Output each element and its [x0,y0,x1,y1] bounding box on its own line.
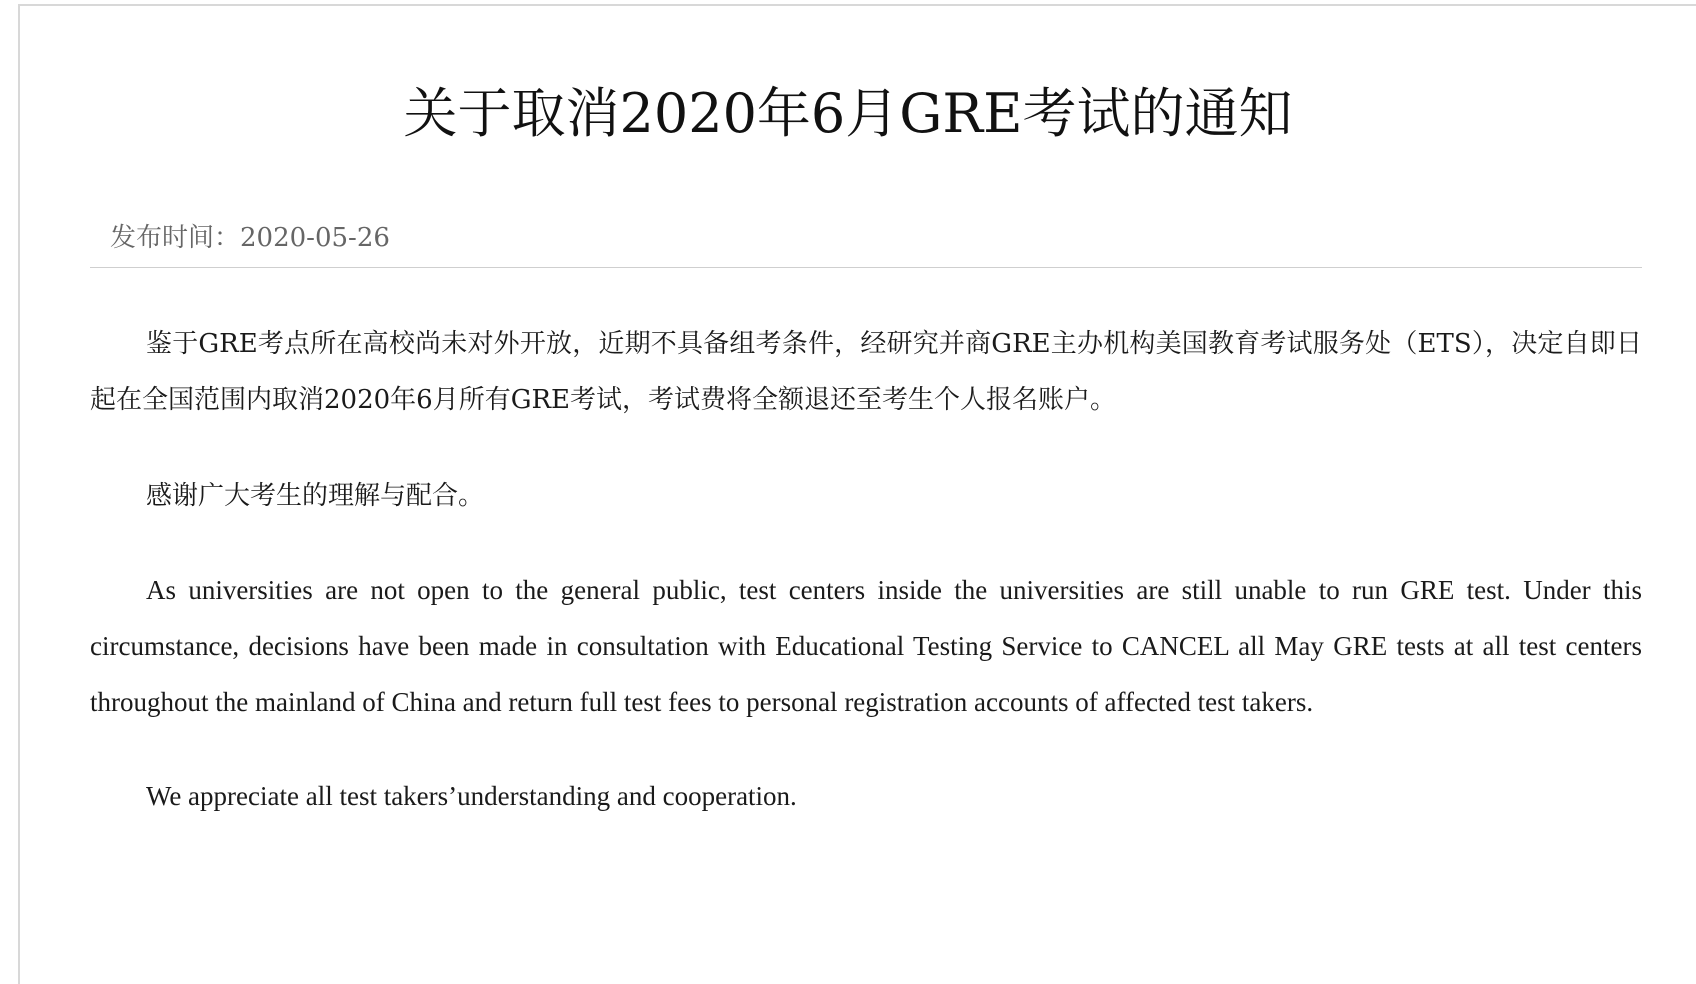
publish-info-text [110,222,390,254]
publish-label: 发布时间： [110,223,241,253]
paragraph-en-main: As universities are not open to the general public, test centers inside the universities are still unable to run GRE test. Under this circumstance, decisions have been made in consultation with Educational Testing Service to CANCEL all May GRE tests at all test centers throughout the mainland of China and return full test fees to personal registration accounts of affected test takers. [90,575,1642,717]
paragraph-cn-main: 鉴于GRE考点所在高校尚未对外开放，近期不具备组考条件，经研究并商GRE主办机构美国教育考试服务处（ETS），决定自即日起在全国范围内取消2020年6月所有GRE考试，考试费将全额退还至考生个人报名账户。 [90,329,1642,415]
paragraph-cn-thanks: 感谢广大考生的理解与配合。 [146,481,485,511]
article-body [90,316,1642,824]
page-title: 关于取消2020年6月GRE考试的通知 [403,82,1293,145]
publish-date: 2020-05-26 [240,223,390,253]
paragraph-en-thanks: We appreciate all test takers’understanding and cooperation. [146,781,797,811]
publish-info [90,218,1642,268]
